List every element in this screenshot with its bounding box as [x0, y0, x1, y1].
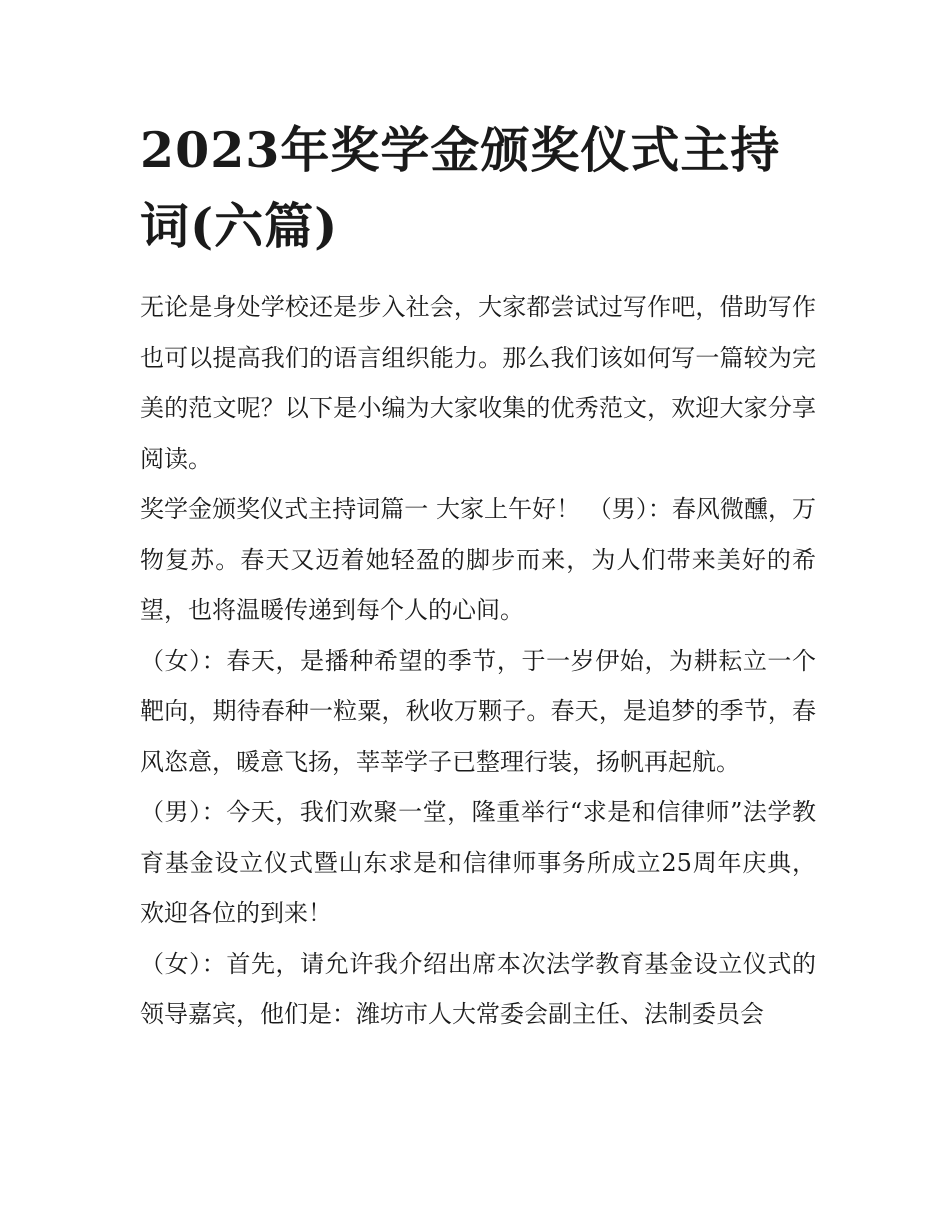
paragraph-male-ceremony: （男）：今天，我们欢聚一堂，隆重举行“求是和信律师”法学教育基金设立仪式暨山东求是和信律师事务所成立25周年庆典，欢迎各位的到来！	[140, 798, 816, 927]
paragraph-intro: 无论是身处学校还是步入社会，大家都尝试过写作吧，借助写作也可以提高我们的语言组织能力。那么我们该如何写一篇较为完美的范文呢？以下是小编为大家收集的优秀范文，欢迎大家分享阅读。	[140, 293, 816, 473]
document-body	[140, 112, 816, 1040]
document-title: 2023年奖学金颁奖仪式主持词(六篇)	[140, 121, 781, 255]
paragraph-opening: 奖学金颁奖仪式主持词篇一 大家上午好！ （男）：春风微醺，万物复苏。春天又迈着她轻盈的脚步而来，为人们带来美好的希望，也将温暖传递到每个人的心间。	[140, 495, 816, 624]
paragraph-female-spring: （女）：春天，是播种希望的季节，于一岁伊始，为耕耘立一个靶向，期待春种一粒粟，秋收万颗子。春天，是追梦的季节，春风恣意，暖意飞扬，莘莘学子已整理行装，扬帆再起航。	[140, 646, 816, 776]
paragraph-female-guests: （女）：首先，请允许我介绍出席本次法学教育基金设立仪式的领导嘉宾，他们是：潍坊市人大常委会副主任、法制委员会	[140, 949, 816, 1028]
